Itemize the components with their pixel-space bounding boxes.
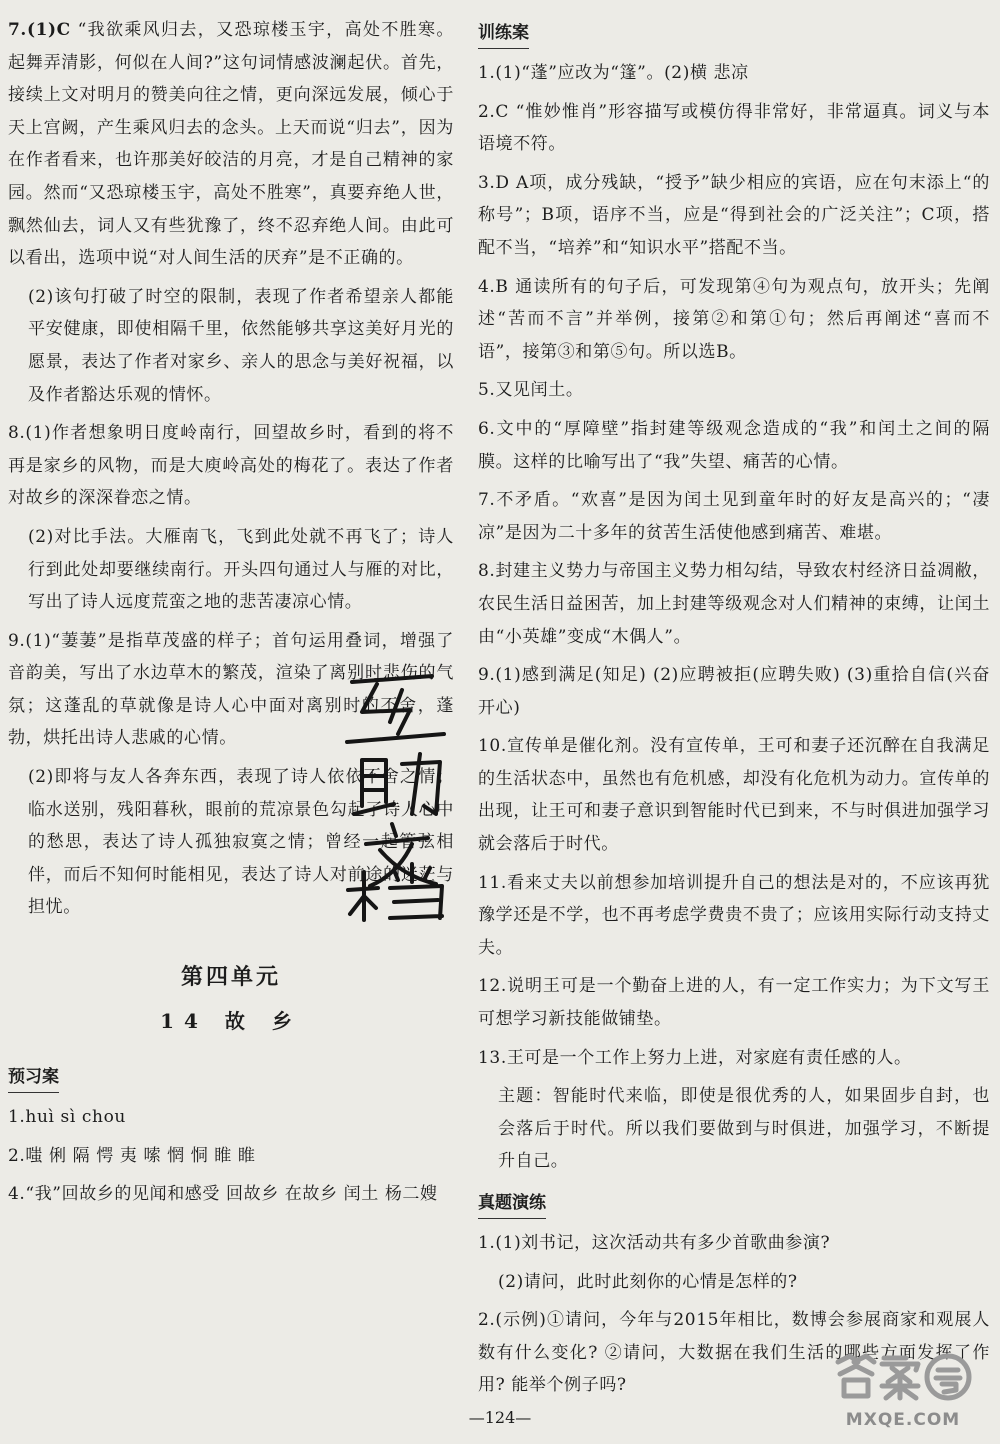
- watermark-url: MXQE.COM: [845, 1410, 961, 1430]
- q7-part1: [8, 14, 454, 275]
- q7-number: 7.(1)C: [8, 20, 71, 40]
- training-item: 3.D A项，成分残缺，“授予”缺少相应的宾语，应在句末添上“的称号”；B项，语序不当，应是“得到社会的广泛关注”；C项，搭配不当，“培养”和“知识水平”搭配不当。: [478, 172, 990, 258]
- exam-section-label: 真题演练: [478, 1188, 546, 1219]
- watermark: [828, 1352, 978, 1430]
- q8-part2: (2)对比手法。大雁南飞，飞到此处就不再飞了；诗人行到此处却要继续南行。开头四句通过人与雁的对比，写出了诗人远度荒蛮之地的悲苦凄凉心情。: [28, 526, 454, 613]
- q7-part2: (2)该句打破了时空的限制，表现了作者希望亲人都能平安健康，即使相隔千里，依然能够共享这美好月光的愿景，表达了作者对家乡、亲人的思念与美好祝福，以及作者豁达乐观的情怀。: [28, 286, 454, 405]
- unit-title: 第四单元: [180, 964, 281, 991]
- question-7: [8, 14, 454, 411]
- training-item: 7.不矛盾。“欢喜”是因为闰土见到童年时的好友是高兴的；“凄凉”是因为二十多年的贫苦生活使他感到痛苦、难堪。: [478, 490, 990, 543]
- page-number: —124—: [468, 1408, 532, 1427]
- theme-text: 主题：智能时代来临，即使是很优秀的人，如果固步自封，也会落后于时代。所以我们要做到与时俱进，加强学习，不断提升自己。: [498, 1086, 990, 1172]
- q9-part2: (2)即将与友人各奔东西，表现了诗人依依不舍之情；临水送别，残阳暮秋，眼前的荒凉景色勾起了诗人心中的愁思，表达了诗人孤独寂寞之情；曾经一起管弦相伴，而后不知何时能相见，表达了诗人对前途的迷茫与担忧。: [28, 767, 454, 918]
- preview-item: 1.huì sì chou: [8, 1107, 126, 1128]
- exam-item: (2)请问，此时此刻你的心情是怎样的?: [498, 1271, 798, 1292]
- q8-part1: 8.(1)作者想象明日度岭南行，回望故乡时，看到的将不再是家乡的风物，而是大庾岭高处的梅花了。表达了作者对故乡的深深眷恋之情。: [8, 423, 454, 509]
- training-item: 5.又见闰土。: [478, 380, 584, 401]
- lesson-title: 14 故 乡: [160, 1009, 302, 1034]
- training-item: 10.宣传单是催化剂。没有宣传单，王可和妻子还沉醉在自我满足的生活状态中，虽然也有危机感，却没有化危机为动力。宣传单的出现，让王可和妻子意识到智能时代已到来，不与时俱进加强学习就会落后于时代。: [478, 736, 990, 855]
- training-item: 1.(1)“蓬”应改为“篷”。(2)横 悲凉: [478, 63, 749, 83]
- training-item: 9.(1)感到满足(知足) (2)应聘被拒(应聘失败) (3)重拾自信(兴奋开心): [478, 665, 990, 718]
- exam-item: 2.(示例)①请问，今年与2015年相比，数博会参展商家和观展人数有什么变化? ②请问，大数据在我们生活的哪些方面发挥了作用? 能举个例子吗?: [478, 1310, 990, 1396]
- training-item: 4.B 通读所有的句子后，可发现第④句为观点句，放开头；先阐述“苦而不言”并举例，接第②和第①句；然后再阐述“喜而不语”，接第③和第⑤句。所以选B。: [478, 276, 990, 362]
- right-column: [478, 14, 990, 1408]
- exam-item: 1.(1)刘书记，这次活动共有多少首歌曲参演?: [478, 1233, 831, 1253]
- left-column: [8, 14, 454, 1217]
- training-item: 6.文中的“厚障壁”指封建等级观念造成的“我”和闰土之间的隔膜。这样的比喻写出了“我”失望、痛苦的心情。: [478, 418, 990, 472]
- training-item: 12.说明王可是一个勤奋上进的人，有一定工作实力；为下文写王可想学习新技能做铺垫。: [478, 976, 990, 1030]
- preview-section-label: 预习案: [8, 1062, 59, 1093]
- question-8: [8, 417, 454, 619]
- preview-item: 4.“我”回故乡的见闻和感受 回故乡 在故乡 闰土 杨二嫂: [8, 1184, 438, 1205]
- training-item: 8.封建主义势力与帝国主义势力相勾结，导致农村经济日益凋敝，农民生活日益困苦，加上封建等级观念对人们精神的束缚，让闰土由“小英雄”变成“木偶人”。: [478, 561, 990, 647]
- watermark-logo-image: [832, 1352, 974, 1402]
- training-item: 2.C “惟妙惟肖”形容描写或模仿得非常好，非常逼真。词义与本语境不符。: [478, 101, 990, 155]
- handwritten-signature-image: [332, 664, 462, 924]
- preview-item: 2.嗤 俐 隔 愕 夷 嗦 惘 恫 睢 睢: [8, 1145, 256, 1166]
- q7-text: “我欲乘风归去，又恐琼楼玉宇，高处不胜寒。起舞弄清影，何似在人间?”这句词情感波澜起伏。首先，接续上文对明月的赞美向往之情，更向深远发展，倾心于天上宫阙，产生乘风归去的念头。上天而说“归去”，因为在作者看来，也许那美好皎洁的月亮，才是自己精神的家园。然而“又恐琼楼玉宇，高处不胜寒”，真要弃绝人世，飘然仙去，词人又有些犹豫了，终不忍弃绝人间。由此可以看出，选项中说“对人间生活的厌弃”是不正确的。: [8, 20, 454, 269]
- training-item: 13.王可是一个工作上努力上进，对家庭有责任感的人。: [478, 1047, 912, 1068]
- training-item: 11.看来丈夫以前想参加培训提升自己的想法是对的，不应该再犹豫学还是不学，也不再考虑学费贵不贵了；应该用实际行动支持丈夫。: [478, 872, 990, 958]
- q9-part1: 9.(1)“萋萋”是指草茂盛的样子；首句运用叠词，增强了音韵美，写出了水边草木的繁茂，渲染了离别时悲伤的气氛；这蓬乱的草就像是诗人心中面对离别时的不舍，蓬勃，烘托出诗人悲戚的心情。: [8, 630, 454, 749]
- training-section-label: 训练案: [478, 18, 529, 49]
